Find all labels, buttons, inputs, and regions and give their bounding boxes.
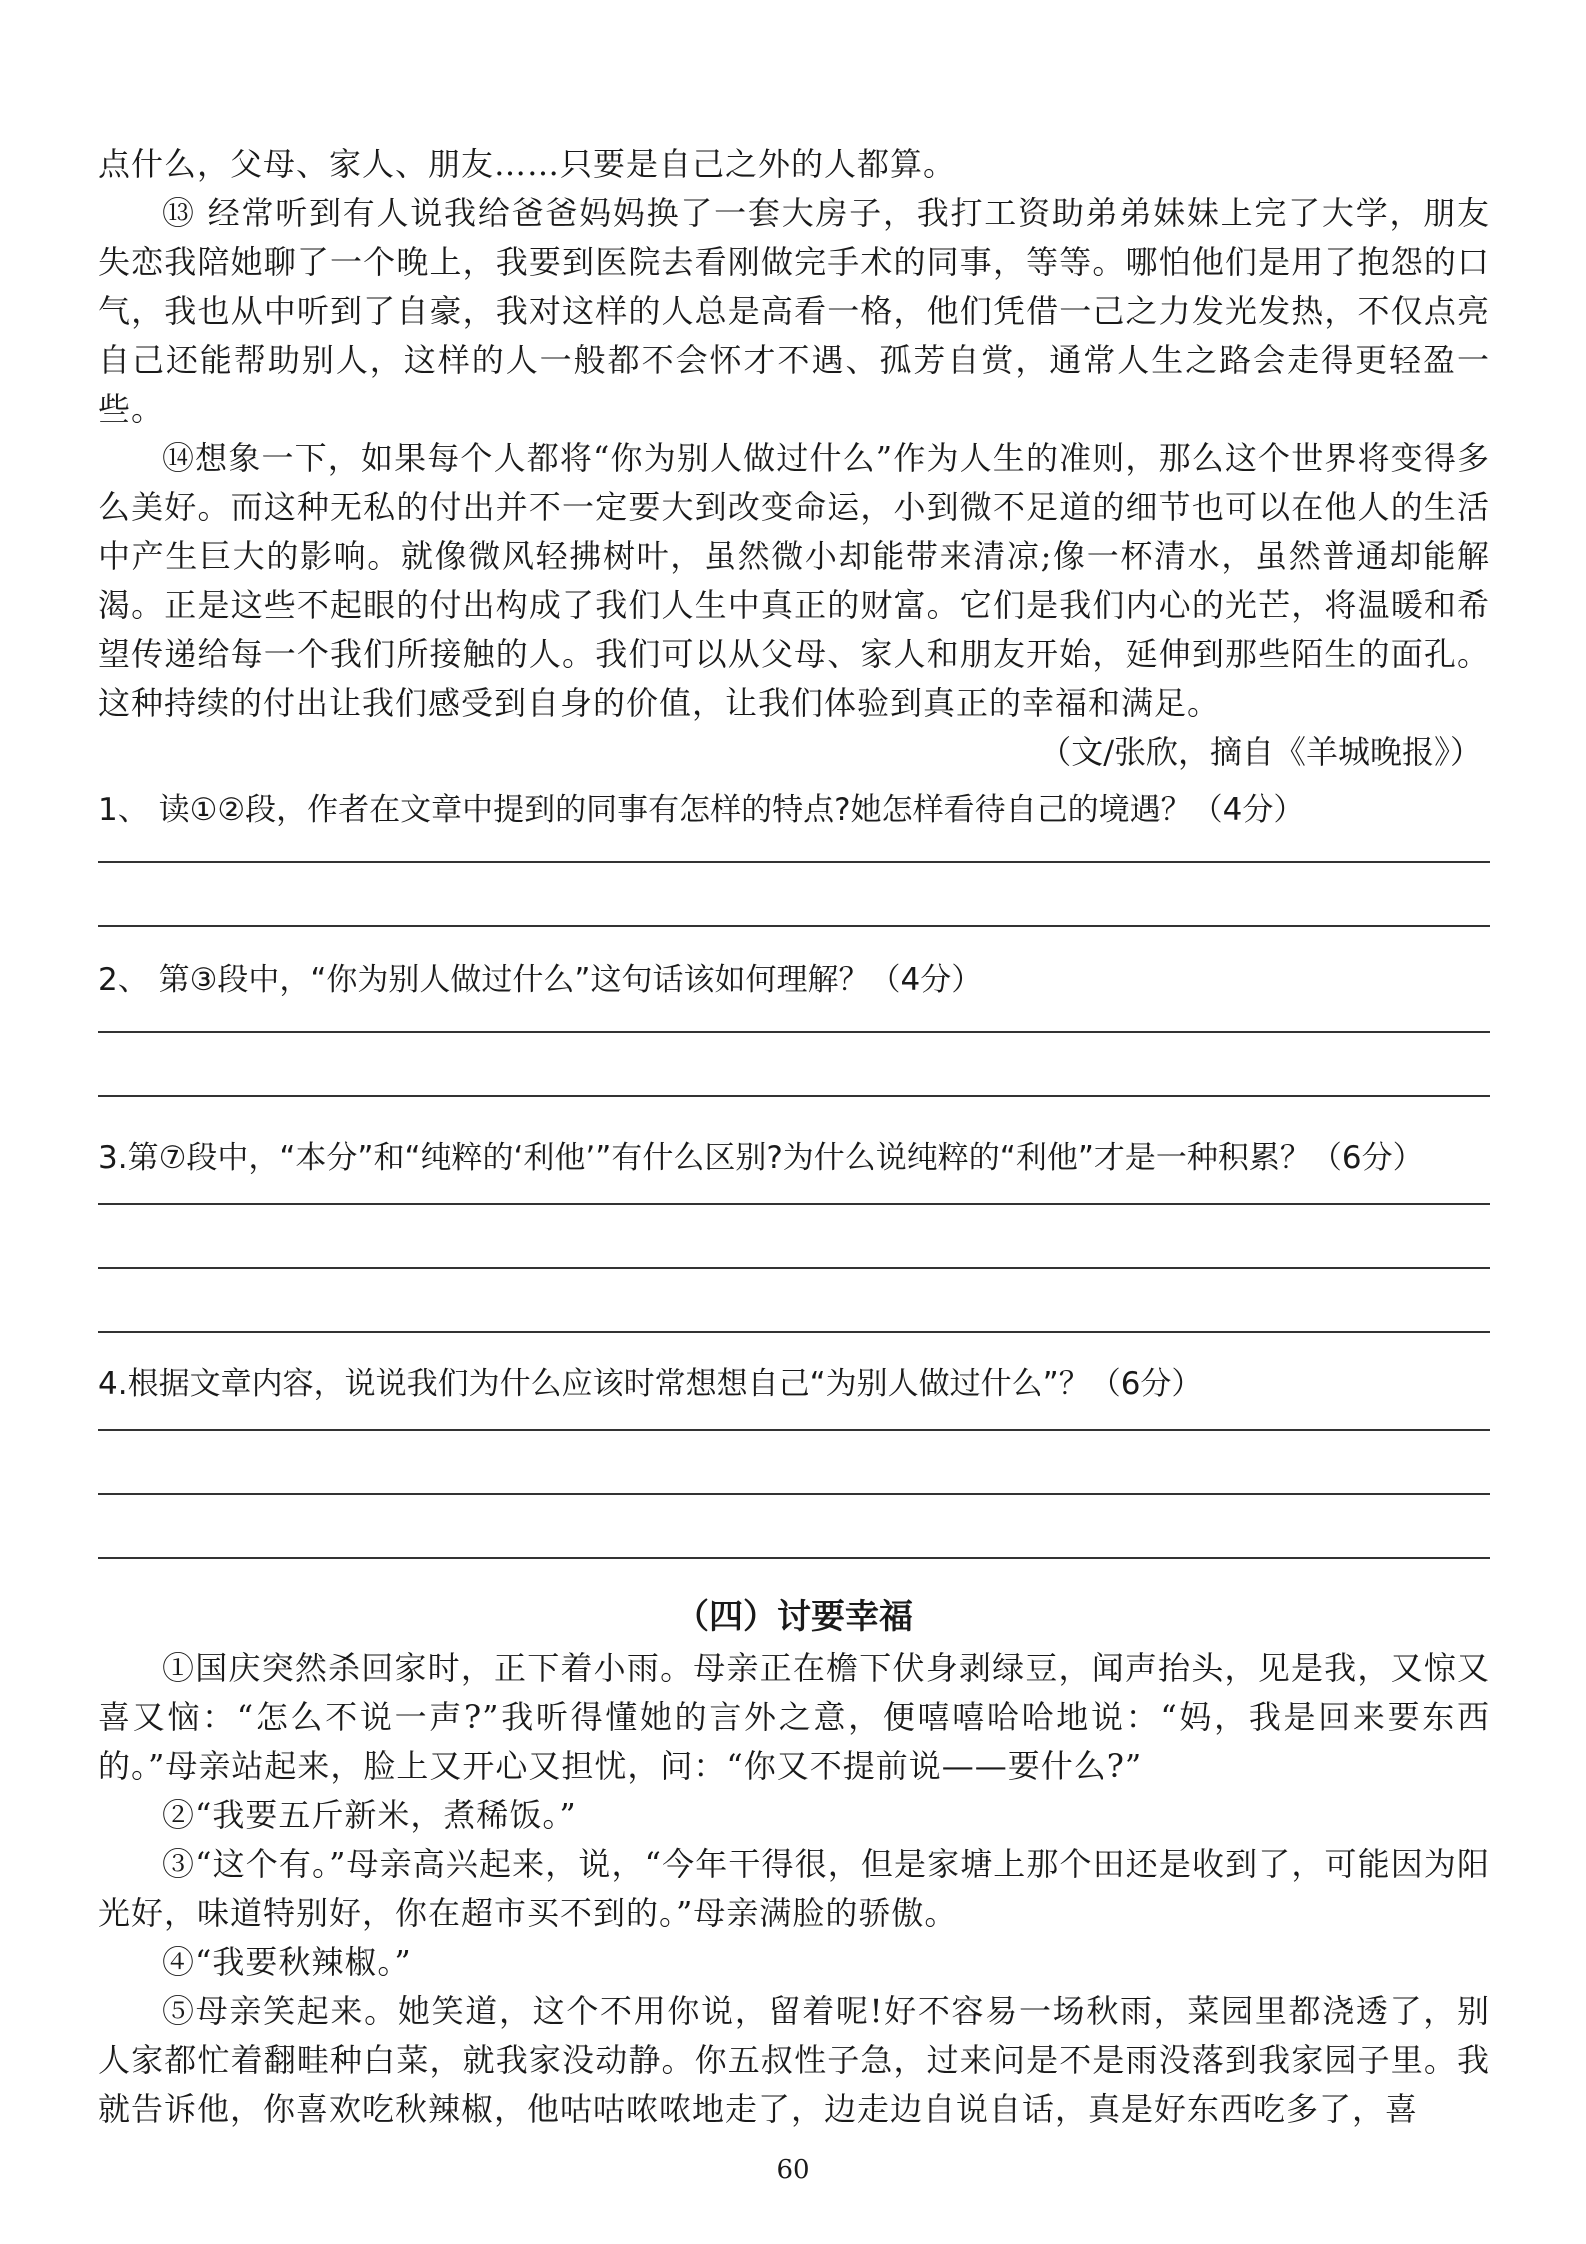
answer-line[interactable] (98, 925, 1490, 927)
answer-line[interactable] (98, 1031, 1490, 1033)
section-4-paragraph-4: ④“我要秋辣椒。” (162, 1943, 412, 1981)
section-4-paragraph-5: ⑤母亲笑起来。她笑道，这个不用你说，留着呢!好不容易一场秋雨，菜园里都浇透了，别人家都忙着翻畦种白菜，就我家没动静。你五叔性子急，过来问是不是雨没落到我家园子里。我就告诉他，你喜欢吃秋辣椒，他咕咕哝哝地走了，边走边自说自话，真是好东西吃多了，喜 (98, 1992, 1490, 2128)
section-4-paragraph-1: ①国庆突然杀回家时，正下着小雨。母亲正在檐下伏身剥绿豆，闻声抬头，见是我，又惊又喜又恼：“怎么不说一声?”我听得懂她的言外之意，便嘻嘻哈哈地说：“妈，我是回来要东西的。”母亲站起来，脸上又开心又担忧，问：“你又不提前说——要什么?” (98, 1649, 1490, 1785)
page-number: 60 (776, 2155, 810, 2185)
question-3: 3.第⑦段中，“本分”和“纯粹的‘利他’”有什么区别?为什么说纯粹的“利他”才是一种积累？（6分） (98, 1140, 1424, 1176)
answer-line[interactable] (98, 1429, 1490, 1431)
section-4-paragraph-3: ③“这个有。”母亲高兴起来，说，“今年干得很，但是家塘上那个田还是收到了，可能因为阳光好，味道特别好，你在超市买不到的。”母亲满脸的骄傲。 (98, 1845, 1490, 1932)
answer-line[interactable] (98, 1095, 1490, 1097)
passage-paragraph-13: ⑬ 经常听到有人说我给爸爸妈妈换了一套大房子，我打工资助弟弟妹妹上完了大学，朋友失恋我陪她聊了一个晚上，我要到医院去看刚做完手术的同事，等等。哪怕他们是用了抱怨的口气，我也从中听到了自豪，我对这样的人总是高看一格，他们凭借一己之力发光发热，不仅点亮自己还能帮助别人，这样的人一般都不会怀才不遇、孤芳自赏，通常人生之路会走得更轻盈一些。 (98, 194, 1490, 428)
question-1: 1、 读①②段，作者在文章中提到的同事有怎样的特点?她怎样看待自己的境遇？（4分） (98, 792, 1305, 828)
answer-line[interactable] (98, 1267, 1490, 1269)
answer-line[interactable] (98, 1493, 1490, 1495)
passage-source: （文/张欣，摘自《羊城晚报》） (1039, 733, 1482, 771)
passage-paragraph-12-tail: 点什么，父母、家人、朋友……只要是自己之外的人都算。 (98, 145, 957, 183)
answer-line[interactable] (98, 1203, 1490, 1205)
answer-line[interactable] (98, 1331, 1490, 1333)
section-title: （四）讨要幸福 (675, 1597, 913, 1637)
document-page (98, 140, 1490, 2134)
question-2: 2、 第③段中，“你为别人做过什么”这句话该如何理解？（4分） (98, 962, 983, 998)
answer-line[interactable] (98, 1557, 1490, 1559)
question-4: 4.根据文章内容，说说我们为什么应该时常想想自己“为别人做过什么”？（6分） (98, 1366, 1203, 1402)
section-4-paragraph-2: ②“我要五斤新米，煮稀饭。” (162, 1796, 577, 1834)
passage-paragraph-14: ⑭想象一下，如果每个人都将“你为别人做过什么”作为人生的准则，那么这个世界将变得多么美好。而这种无私的付出并不一定要大到改变命运，小到微不足道的细节也可以在他人的生活中产生巨大的影响。就像微风轻拂树叶，虽然微小却能带来清凉;像一杯清水，虽然普通却能解渴。正是这些不起眼的付出构成了我们人生中真正的财富。它们是我们内心的光芒，将温暖和希望传递给每一个我们所接触的人。我们可以从父母、家人和朋友开始，延伸到那些陌生的面孔。这种持续的付出让我们感受到自身的价值，让我们体验到真正的幸福和满足。 (98, 439, 1490, 722)
answer-line[interactable] (98, 861, 1490, 863)
